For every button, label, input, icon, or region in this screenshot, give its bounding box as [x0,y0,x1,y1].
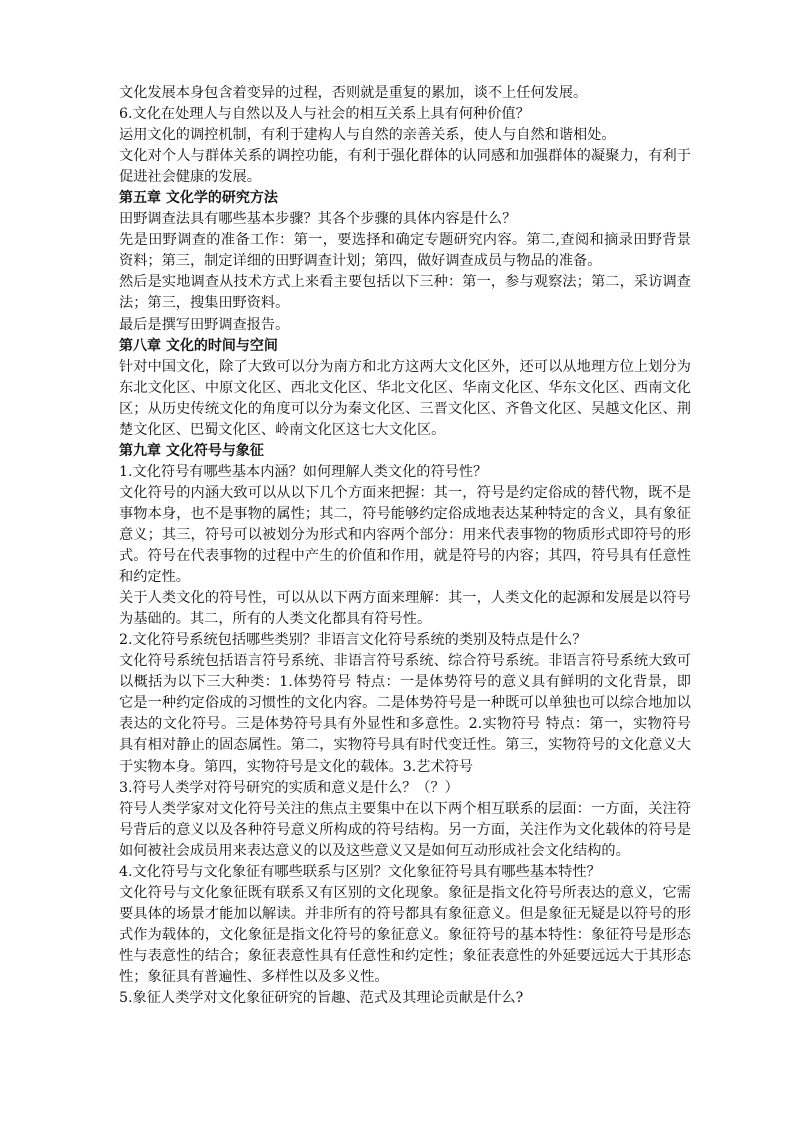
text-line: 区；从历史传统文化的角度可以分为秦文化区、三晋文化区、齐鲁文化区、吴越文化区、荆 [119,400,691,417]
chapter-heading: 第八章 文化的时间与空间 [119,337,278,354]
text-line: 性；象征具有普遍性、多样性以及多义性。 [119,968,389,985]
text-line: 2.文化符号系统包括哪些类别？非语言文化符号系统的类别及特点是什么？ [119,632,587,649]
text-line: 式。符号在代表事物的过程中产生的价值和作用，就是符号的内容；其四，符号具有任意性 [119,548,691,565]
text-line: 和约定性。 [119,569,190,586]
text-line: 为基础的。其二，所有的人类文化都具有符号性。 [119,611,432,628]
text-line: 6.文化在处理人与自然以及人与社会的相互关系上具有何种价值？ [119,106,530,123]
text-line: 文化对个人与群体关系的调控功能，有利于强化群体的认同感和加强群体的凝聚力，有利于 [119,148,691,165]
text-line: 促进社会健康的发展。 [119,169,261,186]
text-line: 楚文化区、巴蜀文化区、岭南文化区这七大文化区。 [119,421,446,438]
chapter-heading: 第五章 文化学的研究方法 [119,190,278,207]
text-line: 文化符号系统包括语言符号系统、非语言符号系统、综合符号系统。非语言符号系统大致可 [119,653,691,670]
text-line: 3.符号人类学对符号研究的实质和意义是什么？（？） [119,779,459,796]
text-line: 运用文化的调控机制，有利于建构人与自然的亲善关系，使人与自然和谐相处。 [119,127,616,144]
text-line: 如何被社会成员用来表达意义的以及这些意义又是如何互动形成社会文化结构的。 [119,842,630,859]
text-line: 5.象征人类学对文化象征研究的旨趣、范式及其理论贡献是什么? [119,990,524,1007]
text-line: 资料；第三，制定详细的田野调查计划；第四，做好调查成员与物品的准备。 [119,253,602,270]
text-line: 文化符号与文化象征既有联系又有区别的文化现象。象征是指文化符号所表达的意义，它需 [119,884,691,901]
chapter-heading: 第九章 文化符号与象征 [119,442,264,459]
text-line: 东北文化区、中原文化区、西北文化区、华北文化区、华南文化区、华东文化区、西南文化 [119,379,691,396]
text-line: 符号人类学家对文化符号关注的焦点主要集中在以下两个相互联系的层面：一方面，关注符 [119,800,691,817]
text-line: 针对中国文化，除了大致可以分为南方和北方这两大文化区外，还可以从地理方位上划分为 [119,358,691,375]
text-line: 性与表意性的结合；象征表意性具有任意性和约定性；象征表意性的外延要远远大于其形态 [119,947,691,964]
text-line: 事物本身，也不是事物的属性；其二，符号能够约定俗成地表达某种特定的含义，具有象征 [119,505,691,522]
document-page [119,83,691,1009]
text-line: 先是田野调查的准备工作：第一，要选择和确定专题研究内容。第二,查阅和摘录田野背景 [119,232,691,249]
text-line: 4.文化符号与文化象征有哪些联系与区别？文化象征符号具有哪些基本特性？ [119,863,601,880]
text-line: 意义；其三，符号可以被划分为形式和内容两个部分：用来代表事物的物质形式即符号的形 [119,526,691,543]
text-line: 田野调查法具有哪些基本步骤？其各个步骤的具体内容是什么？ [119,211,517,228]
text-line: 文化发展本身包含着变异的过程，否则就是重复的累加，谈不上任何发展。 [119,85,588,101]
text-line: 文化符号的内涵大致可以从以下几个方面来把握：其一，符号是约定俗成的替代物，既不是 [119,484,691,501]
text-line: 1.文化符号有哪些基本内涵？如何理解人类文化的符号性？ [119,463,488,480]
text-line: 法；第三，搜集田野资料。 [119,295,290,312]
text-line: 具有相对静止的固态属性。第二，实物符号具有时代变迁性。第三，实物符号的文化意义大 [119,737,691,754]
text-line: 式作为载体的，文化象征是指文化符号的象征意义。象征符号的基本特性：象征符号是形态 [119,926,691,943]
text-line: 它是一种约定俗成的习惯性的文化内容。二是体势符号是一种既可以单独也可以综合地加以 [119,695,691,712]
text-line: 要具体的场景才能加以解读。并非所有的符号都具有象征意义。但是象征无疑是以符号的形 [119,905,691,922]
text-line: 号背后的意义以及各种符号意义所构成的符号结构。另一方面，关注作为文化载体的符号是 [119,821,691,838]
text-line: 于实物本身。第四，实物符号是文化的载体。3.艺术符号 [119,758,474,775]
text-line: 表达的文化符号。三是体势符号具有外显性和多意性。2.实物符号 特点：第一，实物符号 [119,716,691,733]
text-line: 以概括为以下三大种类：1.体势符号 特点：一是体势符号的意义具有鲜明的文化背景，即 [119,674,691,691]
text-line: 关于人类文化的符号性，可以从以下两方面来理解：其一，人类文化的起源和发展是以符号 [119,590,691,607]
text-line: 最后是撰写田野调查报告。 [119,316,290,333]
text-line: 然后是实地调查从技术方式上来看主要包括以下三种：第一，参与观察法；第二，采访调查 [119,274,691,291]
